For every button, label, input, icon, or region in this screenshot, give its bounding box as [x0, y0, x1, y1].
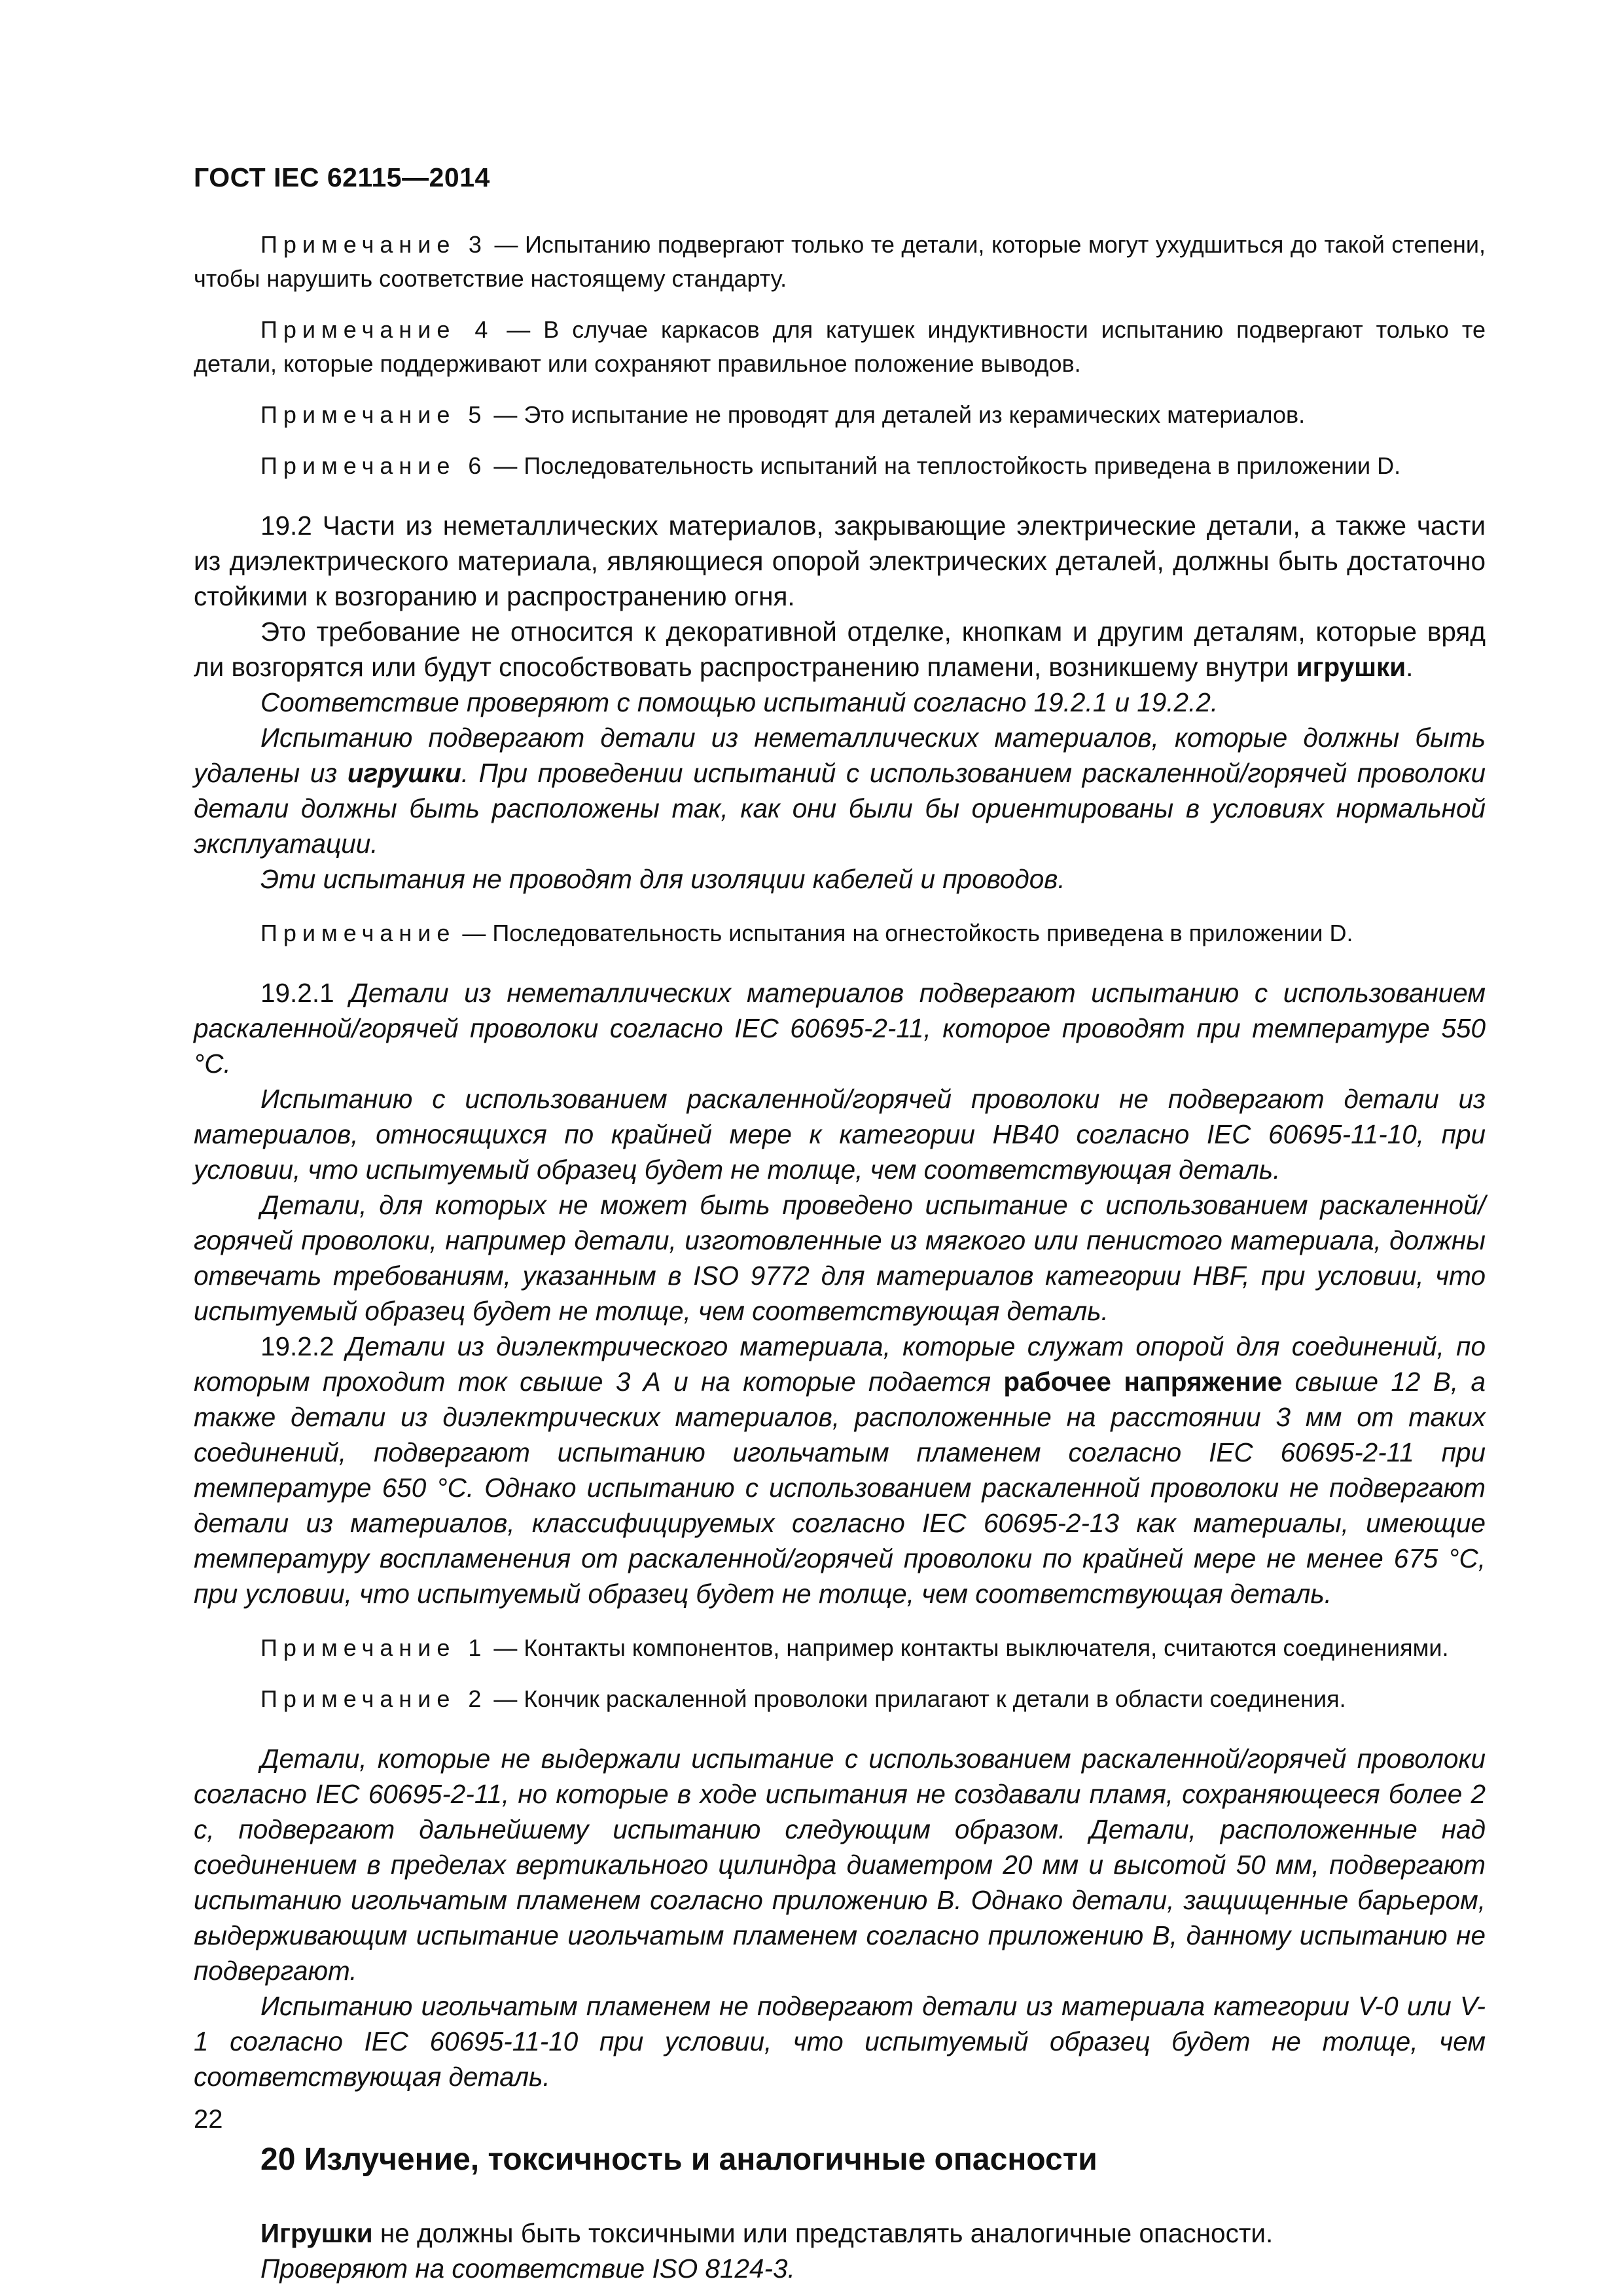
clause-text: Детали из неметаллических материалов подвергают испытанию с использованием раскаленной/горячей проволоки согласно IEC 60695-2-11, которое проводят при температуре 550 °С. — [194, 978, 1486, 1079]
section-20-compliance: Проверяют на соответствие ISO 8124-3. — [260, 2253, 795, 2284]
defined-term: рабочее напряжение — [1003, 1367, 1283, 1397]
text-run: . — [1406, 652, 1414, 682]
text-run: . При проведении испытаний с использованием раскаленной/горячей проволоки детали должны быть расположены так, как они были бы ориентированы в условиях нормальной эксплуатации. — [194, 758, 1486, 859]
note-label: Примечание 2 — [260, 1685, 488, 1712]
clause-19-2-1-paragraph — [194, 975, 1486, 1081]
clause-19-2-1-exemption: Испытанию с использованием раскаленной/горячей проволоки не подвергают детали из материалов, относящихся по крайней мере к категории НВ40 согласно IEC 60695-11-10, при условии, что испытуемый образец будет не толще, чем соответствующая деталь. — [194, 1084, 1486, 1185]
page-body — [194, 228, 1486, 2286]
note-label: Примечание 1 — [260, 1634, 488, 1661]
document-header: ГОСТ IEC 62115—2014 — [194, 162, 490, 192]
defined-term: игрушки — [1296, 652, 1406, 682]
note-5 — [194, 398, 1486, 432]
text-run: свыше 12 В, а также детали из диэлектрических материалов, расположенные на расстоянии 3 мм от таких соединений, подвергают испытанию игольчатым пламенем согласно IEC 60695-2-11 при температуре 650 °С. Однако испытанию с использованием раскаленной проволоки не подвергают детали из материалов, классифицируемых согласно IEC 60695-2-13 как материалы, имеющие температуру воспламенения от раскаленной/горячей проволоки по крайней мере не менее 675 °С, при условии, что испытуемый образец будет не толще, чем соответствующая деталь. — [194, 1367, 1486, 1609]
note-text: — Кончик раскаленной проволоки прилагают к детали в области соединения. — [487, 1685, 1346, 1712]
needle-flame-exemption: Испытанию игольчатым пламенем не подвергают детали из материала категории V-0 или V-1 согласно IEC 60695-11-10 при условии, что испытуемый образец будет не толще, чем соответствующая деталь. — [194, 1991, 1486, 2092]
note-6 — [194, 449, 1486, 483]
note-2 — [194, 1682, 1486, 1716]
cable-exclusion: Эти испытания не проводят для изоляции кабелей и проводов. — [260, 864, 1065, 894]
clause-number: 19.2.1 — [260, 978, 350, 1008]
text-run: не должны быть токсичными или представлять аналогичные опасности. — [372, 2218, 1274, 2248]
text-run: Испытанию подвергают детали из неметаллических материалов, которые должны быть удалены из — [194, 723, 1486, 788]
note-1 — [194, 1631, 1486, 1665]
defined-term: Игрушки — [260, 2218, 373, 2248]
note-label: Примечание — [260, 920, 456, 946]
section-20-heading: 20 Излучение, токсичность и аналогичные опасности — [260, 2142, 1097, 2177]
clause-number: 19.2.2 — [260, 1331, 346, 1361]
note-3 — [194, 228, 1486, 296]
clause-19-2-1-alternative: Детали, для которых не может быть проведено испытание с использованием раскаленной/горячей проволоки, например детали, изготовленные из мягкого или пенистого материала, должны отвечать требованиям, указанным в ISO 9772 для материалов категории HBF, при условии, что испытуемый образец будет не толще, чем соответствующая деталь. — [194, 1190, 1486, 1326]
compliance-statement: Соответствие проверяют с помощью испытаний согласно 19.2.1 и 19.2.2. — [260, 687, 1219, 717]
note-label: Примечание 5 — [260, 401, 488, 428]
text-run: Это требование не относится к декоративной отделке, кнопкам и другим деталям, которые вряд ли возгорятся или будут способствовать распространению пламени, возникшему внутри — [194, 617, 1486, 682]
needle-flame-paragraph: Детали, которые не выдержали испытание с использованием раскаленной/горячей проволоки согласно IEC 60695-2-11, но которые в ходе испытания не создавали пламя, сохраняющееся более 2 с, подвергают дальнейшему испытанию следующим образом. Детали, расположенные над соединением в пределах вертикального цилиндра диаметром 20 мм и высотой 50 мм, подвергают испытанию игольчатым пламенем согласно приложению В. Однако детали, защищенные барьером, выдерживающим испытание игольчатым пламенем согласно приложению В, данному испытанию не подвергают. — [194, 1744, 1486, 1986]
note-text: — В случае каркасов для катушек индуктивности испытанию подвергают только те детали, которые поддерживают или сохраняют правильное положение выводов. — [194, 316, 1486, 377]
text-run: Детали из диэлектрического материала, которые служат опорой для соединений, по которым проходит ток свыше 3 А и на которые подается — [194, 1331, 1486, 1397]
page-number: 22 — [194, 2105, 223, 2134]
test-removal-paragraph — [194, 720, 1486, 861]
note-label: Примечание 4 — [260, 316, 494, 343]
note-label: Примечание 3 — [260, 231, 488, 258]
clause-19-2-paragraph: 19.2 Части из неметаллических материалов, закрывающие электрические детали, а также части из диэлектрического материала, являющиеся опорой электрических деталей, должны быть достаточно стойкими к возгоранию и распространению огня. — [194, 511, 1486, 611]
clause-19-2-exemption — [194, 614, 1486, 685]
note-text: — Это испытание не проводят для деталей из керамических материалов. — [487, 401, 1306, 428]
defined-term: игрушки — [347, 758, 461, 788]
note-text: — Последовательность испытаний на теплостойкость приведена в приложении D. — [487, 452, 1401, 479]
note-text: — Последовательность испытания на огнестойкость приведена в приложении D. — [455, 920, 1353, 946]
note-label: Примечание 6 — [260, 452, 488, 479]
note-4 — [194, 313, 1486, 381]
section-20-requirement — [194, 2215, 1486, 2251]
clause-19-2-2-paragraph — [194, 1329, 1486, 1611]
note-text: — Контакты компонентов, например контакты выключателя, считаются соединениями. — [487, 1634, 1449, 1661]
note-fire-sequence — [194, 916, 1486, 950]
note-text: — Испытанию подвергают только те детали, которые могут ухудшиться до такой степени, чтобы нарушить соответствие настоящему стандарту. — [194, 231, 1486, 292]
